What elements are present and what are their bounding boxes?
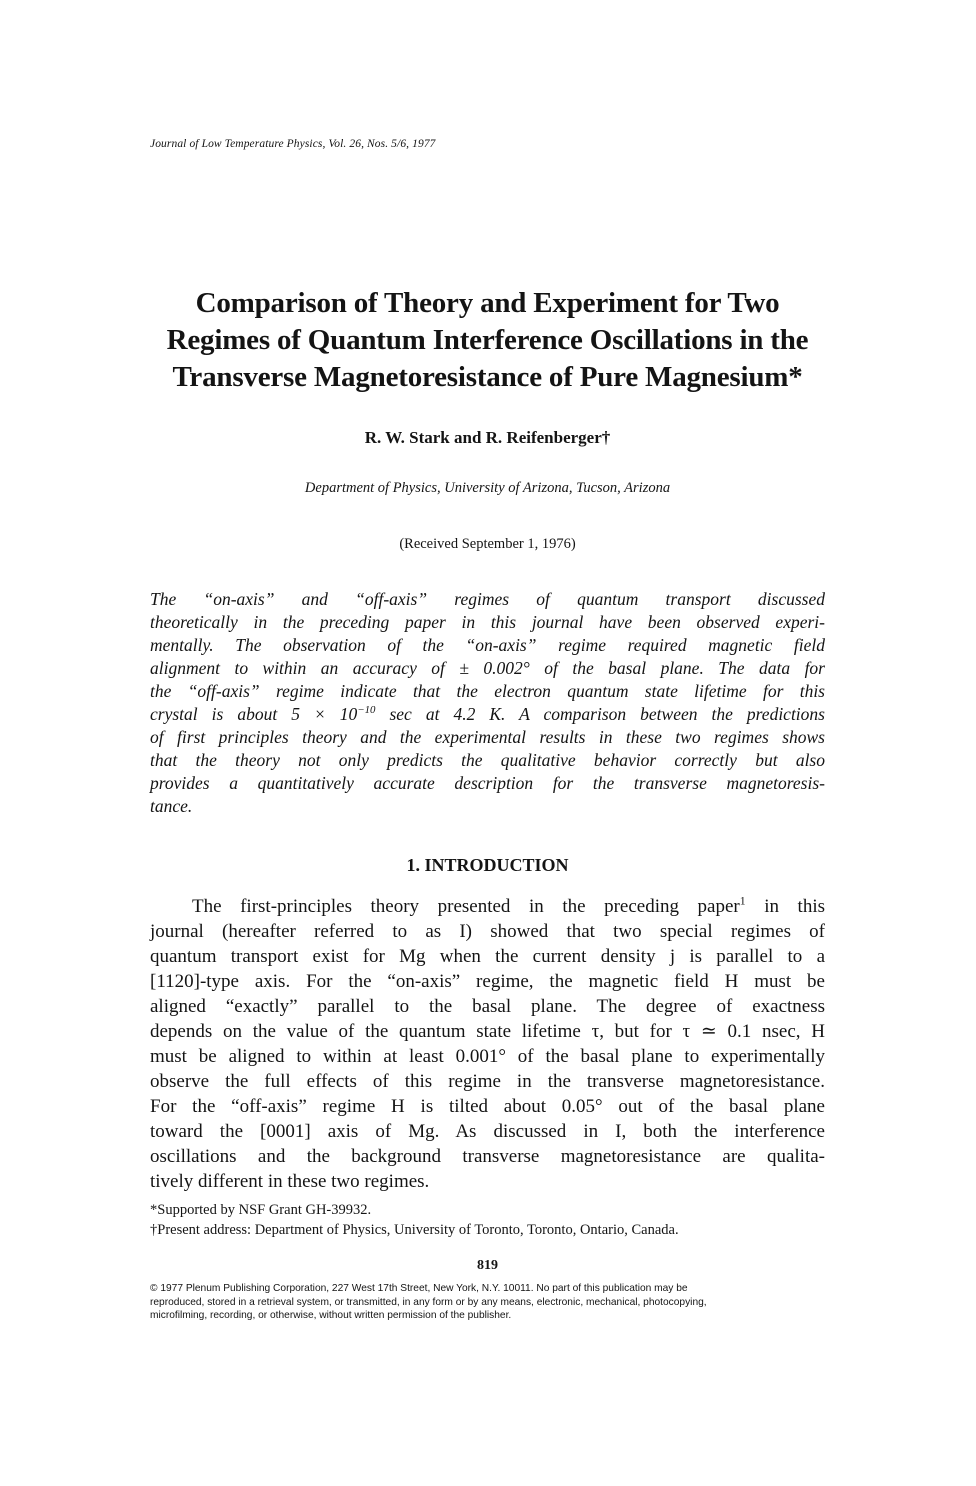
body-line: tively different in these two regimes. bbox=[150, 1171, 430, 1192]
footnote: *Supported by NSF Grant GH-39932. bbox=[150, 1202, 372, 1218]
introduction-body bbox=[150, 894, 825, 1194]
abstract-line: mentally. The observation of the “on-axis” regime required magnetic field bbox=[150, 635, 825, 655]
copyright-line: reproduced, stored in a retrieval system, or transmitted, in any form or by any means, electronic, mechanical, photocopying, bbox=[150, 1296, 707, 1308]
abstract-line: tance. bbox=[150, 796, 193, 816]
abstract-line: that the theory not only predicts the qualitative behavior correctly but also bbox=[150, 750, 825, 770]
abstract-text: crystal is about 5 × 10 bbox=[150, 704, 358, 724]
affiliation: Department of Physics, University of Arizona, Tucson, Arizona bbox=[304, 480, 671, 496]
body-line: oscillations and the background transverse magnetoresistance are qualita- bbox=[150, 1146, 825, 1167]
paper-title bbox=[150, 285, 825, 396]
body-line: observe the full effects of this regime in the transverse magnetoresistance. bbox=[150, 1071, 825, 1092]
body-line: journal (hereafter referred to as I) showed that two special regimes of bbox=[150, 921, 825, 942]
footnote: †Present address: Department of Physics, University of Toronto, Toronto, Ontario, Canada. bbox=[150, 1222, 679, 1238]
body-text: The first-principles theory presented in the preceding paper bbox=[192, 896, 740, 917]
abstract bbox=[150, 588, 825, 818]
exponent: −10 bbox=[357, 704, 376, 717]
reference-marker: 1 bbox=[739, 894, 746, 908]
body-line: quantum transport exist for Mg when the current density j is parallel to a bbox=[150, 946, 825, 967]
abstract-text: sec at 4.2 K. A comparison between the predictions bbox=[375, 704, 825, 724]
title-line: Regimes of Quantum Interference Oscillations in the bbox=[166, 324, 809, 356]
received-date: (Received September 1, 1976) bbox=[399, 536, 576, 552]
abstract-line: provides a quantitatively accurate description for the transverse magnetoresis- bbox=[150, 773, 825, 793]
abstract-line bbox=[150, 703, 825, 726]
abstract-line: of first principles theory and the experimental results in these two regimes shows bbox=[150, 727, 825, 747]
body-line bbox=[150, 894, 825, 919]
body-line: [1120]-type axis. For the “on-axis” regime, the magnetic field H must be bbox=[150, 971, 825, 992]
abstract-line: The “on-axis” and “off-axis” regimes of quantum transport discussed bbox=[150, 589, 825, 609]
body-text: in this bbox=[745, 896, 825, 917]
title-line: Transverse Magnetoresistance of Pure Magnesium* bbox=[172, 361, 803, 393]
body-line: For the “off-axis” regime H is tilted about 0.05° out of the basal plane bbox=[150, 1096, 825, 1117]
footnotes bbox=[150, 1200, 825, 1240]
authors: R. W. Stark and R. Reifenberger† bbox=[364, 428, 611, 447]
body-line: must be aligned to within at least 0.001° of the basal plane to experimentally bbox=[150, 1046, 825, 1067]
copyright-notice bbox=[150, 1282, 825, 1323]
page-number: 819 bbox=[477, 1258, 498, 1273]
body-line: toward the [0001] axis of Mg. As discussed in I, both the interference bbox=[150, 1121, 825, 1142]
copyright-line: microfilming, recording, or otherwise, without written permission of the publisher. bbox=[150, 1310, 512, 1321]
body-line: aligned “exactly” parallel to the basal plane. The degree of exactness bbox=[150, 996, 825, 1017]
title-line: Comparison of Theory and Experiment for Two bbox=[195, 287, 780, 319]
copyright-line: © 1977 Plenum Publishing Corporation, 227 West 17th Street, New York, N.Y. 10011. No part of this publication may be bbox=[150, 1283, 688, 1294]
abstract-line: the “off-axis” regime indicate that the electron quantum state lifetime for this bbox=[150, 681, 825, 701]
abstract-line: alignment to within an accuracy of ± 0.002° of the basal plane. The data for bbox=[150, 658, 825, 678]
abstract-line: theoretically in the preceding paper in this journal have been observed experi- bbox=[150, 612, 825, 632]
body-line: depends on the value of the quantum state lifetime τ, but for τ ≃ 0.1 nsec, H bbox=[150, 1021, 825, 1042]
section-heading: 1. INTRODUCTION bbox=[406, 855, 569, 875]
journal-header: Journal of Low Temperature Physics, Vol. 26, Nos. 5/6, 1977 bbox=[150, 138, 436, 150]
